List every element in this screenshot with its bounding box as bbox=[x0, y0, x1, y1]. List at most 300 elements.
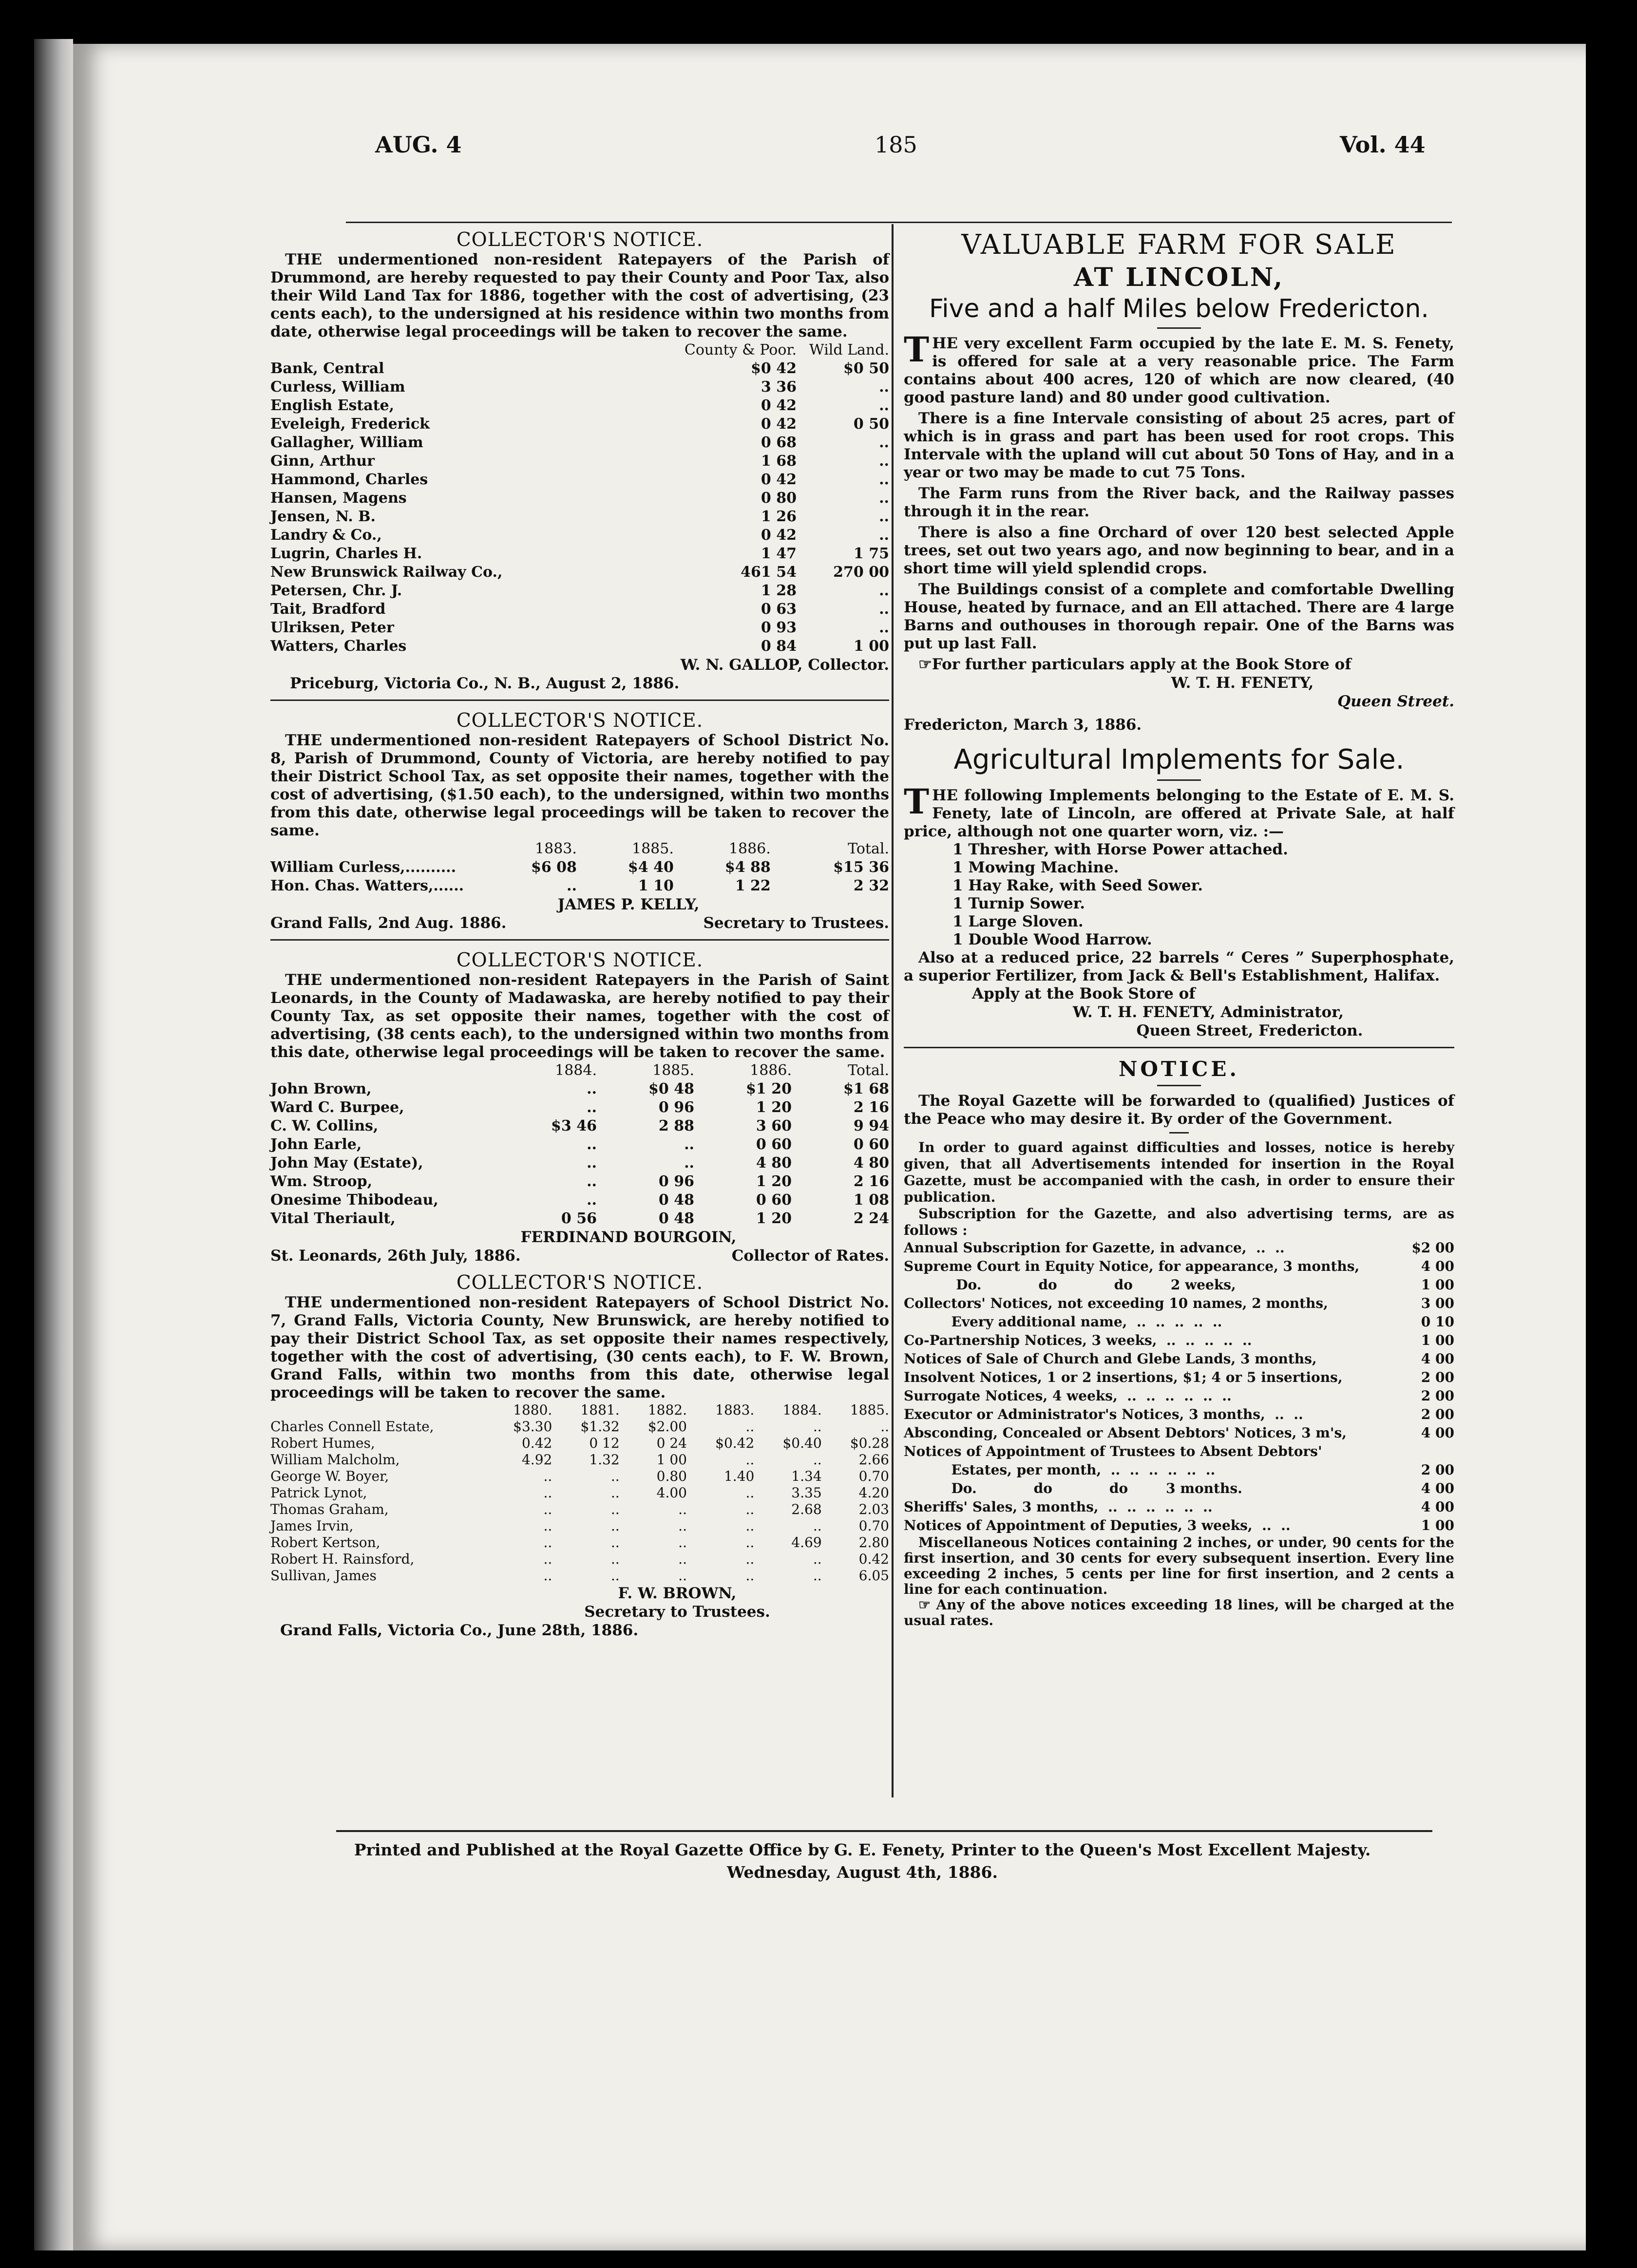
table-row bbox=[270, 397, 889, 415]
ad-paragraph: THE following Implements belonging to the Estate of E. M. S. Fenety, late of Lincoln, are offered at Private Sale, at half price, although not one quarter worn, viz. :— bbox=[904, 781, 1454, 840]
divider bbox=[270, 939, 889, 941]
ratepayer-name: Vital Theriault, bbox=[270, 1210, 396, 1227]
signatory-role: Secretary to Trustees. bbox=[703, 914, 889, 932]
tax-amount: 3.35 bbox=[791, 1485, 822, 1501]
table-row bbox=[270, 545, 889, 563]
table-row bbox=[270, 1210, 889, 1228]
header-spacer bbox=[270, 1061, 499, 1080]
wild-land-tax: .. bbox=[879, 508, 889, 525]
ad-contact-name: W. T. H. FENETY, Administrator, bbox=[1072, 1003, 1344, 1021]
county-poor-tax: 0 80 bbox=[761, 490, 797, 507]
county-poor-tax: 0 68 bbox=[761, 434, 797, 451]
tax-amount: 1 10 bbox=[638, 877, 674, 894]
table-row bbox=[270, 1452, 889, 1468]
rate-label: Do. do do 3 months. bbox=[904, 1480, 1242, 1496]
ratepayer-name: Patrick Lynot, bbox=[270, 1485, 367, 1501]
ratepayer-name: New Brunswick Railway Co., bbox=[270, 564, 503, 581]
tax-amount: 1 22 bbox=[735, 877, 771, 894]
notice-title: COLLECTOR'S NOTICE. bbox=[456, 710, 704, 732]
rate-label: Estates, per month, .. .. .. .. .. .. bbox=[904, 1462, 1216, 1478]
tax-amount: .. bbox=[543, 1468, 552, 1484]
table-header-row bbox=[270, 840, 889, 858]
secretary-signature: F. W. BROWN, bbox=[618, 1585, 737, 1602]
wild-land-tax: 0 50 bbox=[853, 416, 889, 433]
footer-rule bbox=[336, 1830, 1432, 1832]
tax-amount: .. bbox=[543, 1534, 552, 1550]
tax-amount: .. bbox=[610, 1551, 620, 1567]
table-row bbox=[270, 1154, 889, 1172]
rate-row bbox=[904, 1498, 1454, 1516]
tax-amount: .. bbox=[745, 1418, 755, 1435]
tax-amount: $1 68 bbox=[843, 1080, 889, 1097]
tax-amount: 0 60 bbox=[756, 1191, 792, 1209]
rate-label: Supreme Court in Equity Notice, for appearance, 3 months, bbox=[904, 1258, 1360, 1274]
county-poor-tax: 0 63 bbox=[761, 601, 797, 618]
rate-label: Co-Partnership Notices, 3 weeks, .. .. .. .. .. bbox=[904, 1332, 1252, 1348]
tax-amount: 0 60 bbox=[853, 1136, 889, 1153]
secretary-signature: JAMES P. KELLY, bbox=[557, 896, 700, 913]
tax-amount: .. bbox=[684, 1136, 694, 1153]
rate-price: 1 00 bbox=[1421, 1277, 1454, 1293]
ratepayer-name: C. W. Collins, bbox=[270, 1117, 379, 1134]
ad-dateline: Fredericton, March 3, 1886. bbox=[904, 716, 1142, 734]
notice-dateline: Grand Falls, Victoria Co., June 28th, 1886. bbox=[280, 1622, 639, 1639]
tax-amount: 0.42 bbox=[858, 1551, 889, 1567]
wild-land-tax: .. bbox=[879, 619, 889, 636]
ratepayer-name: Sullivan, James bbox=[270, 1568, 377, 1584]
rate-label: Collectors' Notices, not exceeding 10 names, 2 months, bbox=[904, 1295, 1328, 1311]
rate-price: 1 00 bbox=[1421, 1332, 1454, 1348]
tax-amount: 2 16 bbox=[853, 1099, 889, 1116]
ratepayer-name: Onesime Thibodeau, bbox=[270, 1191, 438, 1209]
ratepayer-name: Bank, Central bbox=[270, 360, 384, 377]
ratepayer-name: William Curless,.......... bbox=[270, 859, 457, 876]
tax-amount: .. bbox=[745, 1534, 755, 1550]
implement-item: 1 Double Wood Harrow. bbox=[952, 931, 1152, 948]
tax-amount: 9 94 bbox=[853, 1117, 889, 1134]
notice-title: COLLECTOR'S NOTICE. bbox=[456, 1272, 704, 1294]
tax-amount: 0.80 bbox=[656, 1468, 687, 1484]
rate-label: Notices of Appointment of Deputies, 3 weeks, .. .. bbox=[904, 1517, 1291, 1533]
county-poor-tax: 1 47 bbox=[761, 545, 797, 562]
year-header: 1883. bbox=[715, 1402, 755, 1418]
tax-amount: .. bbox=[813, 1418, 822, 1435]
tax-amount: .. bbox=[678, 1568, 687, 1584]
signatory-role: Secretary to Trustees. bbox=[584, 1603, 770, 1621]
ratepayers-table bbox=[270, 840, 889, 895]
county-poor-tax: 0 93 bbox=[761, 619, 797, 636]
wild-land-tax: .. bbox=[879, 601, 889, 618]
tax-amount: .. bbox=[587, 1080, 597, 1097]
table-row bbox=[270, 359, 889, 378]
ratepayer-name: Eveleigh, Frederick bbox=[270, 416, 430, 433]
tax-amount: 2 88 bbox=[658, 1117, 694, 1134]
ratepayer-name: Charles Connell Estate, bbox=[270, 1418, 434, 1435]
short-divider bbox=[1157, 779, 1201, 781]
tax-amount: 2 24 bbox=[853, 1210, 889, 1227]
tax-amount: .. bbox=[610, 1534, 620, 1550]
table-row bbox=[270, 563, 889, 582]
rate-price: 2 00 bbox=[1421, 1406, 1454, 1422]
year-header: 1884. bbox=[555, 1062, 597, 1079]
rate-price: 4 00 bbox=[1421, 1258, 1454, 1274]
tax-amount: .. bbox=[678, 1534, 687, 1550]
notice-paragraph: ☞ Any of the above notices exceeding 18 lines, will be charged at the usual rates. bbox=[904, 1597, 1454, 1628]
ad-title: Agricultural Implements for Sale. bbox=[953, 744, 1405, 775]
tax-amount: .. bbox=[678, 1501, 687, 1517]
table-row bbox=[270, 434, 889, 452]
collector-signature: W. N. GALLOP, Collector. bbox=[680, 656, 889, 674]
tax-amount: .. bbox=[543, 1568, 552, 1584]
header-spacer bbox=[270, 1402, 485, 1418]
ad-location: AT LINCOLN, bbox=[1073, 263, 1285, 292]
ratepayer-name: Ward C. Burpee, bbox=[270, 1099, 404, 1116]
rate-row bbox=[904, 1479, 1454, 1498]
advertising-rates-table bbox=[904, 1239, 1454, 1535]
tax-amount: 1 00 bbox=[656, 1452, 687, 1468]
tax-amount: $0.42 bbox=[715, 1435, 755, 1451]
year-header: Total. bbox=[848, 840, 889, 857]
year-header: 1885. bbox=[652, 1062, 694, 1079]
tax-amount: 4.69 bbox=[791, 1534, 822, 1550]
table-row bbox=[270, 1468, 889, 1485]
tax-amount: 1.34 bbox=[791, 1468, 822, 1484]
divider bbox=[904, 1047, 1454, 1048]
table-row bbox=[270, 526, 889, 545]
tax-amount: .. bbox=[684, 1154, 694, 1172]
tax-amount: 4 80 bbox=[756, 1154, 792, 1172]
ad-contact-street: Queen Street. bbox=[1337, 693, 1454, 710]
wild-land-tax: .. bbox=[879, 582, 889, 599]
rate-row bbox=[904, 1442, 1454, 1461]
ratepayer-name: Robert Kertson, bbox=[270, 1534, 381, 1550]
county-poor-tax: 1 68 bbox=[761, 453, 797, 470]
ratepayer-name: Gallagher, William bbox=[270, 434, 423, 451]
wild-land-tax: .. bbox=[879, 397, 889, 414]
table-row bbox=[270, 1501, 889, 1518]
ad-paragraph: There is a fine Intervale consisting of about 25 acres, part of which is in grass and part has been used for root crops. This Intervale with the upland will cut about 50 Tons of Hay, and in a year or two may be made to cut 75 Tons. bbox=[904, 410, 1454, 481]
gazette-notice bbox=[904, 1057, 1454, 1628]
notice-paragraph: The Royal Gazette will be forwarded to (qualified) Justices of the Peace who may desire it. By order of the Government. bbox=[904, 1092, 1454, 1128]
table-row bbox=[270, 415, 889, 434]
ratepayer-name: John Earle, bbox=[270, 1136, 362, 1153]
table-header-row bbox=[270, 1402, 889, 1418]
notice-body: THE undermentioned non-resident Ratepayers of School District No. 7, Grand Falls, Victoria County, New Brunswick, are hereby notified to pay their District School Tax, as set opposite their names respectively, together with the cost of advertising, (30 cents each), to F. W. Brown, Grand Falls, within two months from this date, otherwise legal proceedings will be taken to recover the same. bbox=[270, 1294, 889, 1401]
wild-land-tax: .. bbox=[879, 527, 889, 544]
collector-notice-school-district-7 bbox=[270, 1272, 889, 1640]
ratepayer-name: Lugrin, Charles H. bbox=[270, 545, 422, 562]
ad-paragraph: THE very excellent Farm occupied by the late E. M. S. Fenety, is offered for sale at a very reasonable price. The Farm contains about 400 acres, 120 of which are now cleared, (40 good pasture land) and 80 under good cultivation. bbox=[904, 329, 1454, 406]
ratepayer-name: Hon. Chas. Watters,...... bbox=[270, 877, 464, 894]
tax-amount: $0.28 bbox=[850, 1435, 889, 1451]
rate-row bbox=[904, 1313, 1454, 1331]
rate-label: Do. do do 2 weeks, bbox=[904, 1277, 1236, 1293]
tax-amount: .. bbox=[678, 1518, 687, 1534]
farm-for-sale-ad bbox=[904, 229, 1454, 734]
ratepayer-name: Curless, William bbox=[270, 378, 405, 396]
rate-price: 1 00 bbox=[1421, 1517, 1454, 1533]
tax-amount: 1 20 bbox=[756, 1099, 792, 1116]
tax-amount: .. bbox=[587, 1173, 597, 1190]
tax-amount: 2 16 bbox=[853, 1173, 889, 1190]
ratepayer-name: John May (Estate), bbox=[270, 1154, 423, 1172]
tax-amount: 0 96 bbox=[658, 1173, 694, 1190]
rate-label: Surrogate Notices, 4 weeks, .. .. .. .. .. .. bbox=[904, 1388, 1232, 1404]
county-poor-tax: 0 42 bbox=[761, 416, 797, 433]
tax-amount: $4 88 bbox=[724, 859, 771, 876]
tax-amount: .. bbox=[813, 1518, 822, 1534]
rate-label: Notices of Appointment of Trustees to Absent Debtors' bbox=[904, 1443, 1322, 1459]
tax-amount: 0.70 bbox=[858, 1518, 889, 1534]
imprint-footer bbox=[270, 1839, 1454, 1884]
rate-label: Annual Subscription for Gazette, in advance, .. .. bbox=[904, 1240, 1285, 1256]
rate-label: Absconding, Concealed or Absent Debtors' Notices, 3 m's, bbox=[904, 1425, 1347, 1441]
header-page-number: 185 bbox=[875, 132, 917, 158]
rate-row bbox=[904, 1387, 1454, 1405]
implements-list bbox=[904, 841, 1454, 949]
tax-amount: 4.00 bbox=[656, 1485, 687, 1501]
tax-amount: .. bbox=[567, 877, 577, 894]
tax-amount: 2 32 bbox=[853, 877, 889, 894]
year-header: 1886. bbox=[750, 1062, 792, 1079]
ratepayer-name: Thomas Graham, bbox=[270, 1501, 389, 1517]
tax-amount: .. bbox=[587, 1136, 597, 1153]
rate-price: 0 10 bbox=[1421, 1314, 1454, 1330]
tax-amount: .. bbox=[813, 1452, 822, 1468]
table-row bbox=[270, 1534, 889, 1551]
tax-amount: 0 24 bbox=[656, 1435, 687, 1451]
tax-amount: .. bbox=[587, 1154, 597, 1172]
ratepayer-name: William Malcholm, bbox=[270, 1452, 400, 1468]
wild-land-tax: 270 00 bbox=[833, 564, 889, 581]
table-row bbox=[270, 471, 889, 489]
notice-body: THE undermentioned non-resident Ratepayers of the Parish of Drummond, are hereby requested to pay their County and Poor Tax, also their Wild Land Tax for 1886, together with the cost of advertising, (23 cents each), to the undersigned at his residence within two months from date, otherwise legal proceedings will be taken to recover the same. bbox=[270, 251, 889, 340]
col-header: County & Poor. bbox=[684, 341, 797, 359]
rate-row bbox=[904, 1461, 1454, 1479]
ad-title: VALUABLE FARM FOR SALE bbox=[961, 229, 1397, 261]
tax-amount: $2.00 bbox=[647, 1418, 687, 1435]
tax-amount: 0.42 bbox=[521, 1435, 552, 1451]
tax-amount: 0 96 bbox=[658, 1099, 694, 1116]
county-poor-tax: 1 26 bbox=[761, 508, 797, 525]
header-volume: Vol. 44 bbox=[1340, 132, 1426, 158]
table-row bbox=[270, 1568, 889, 1584]
ratepayer-name: Watters, Charles bbox=[270, 638, 407, 655]
tax-amount: 0 48 bbox=[658, 1191, 694, 1209]
table-row bbox=[270, 1172, 889, 1191]
tax-amount: 0 56 bbox=[561, 1210, 597, 1227]
column-divider bbox=[892, 224, 894, 1797]
table-row bbox=[270, 582, 889, 600]
implement-item: 1 Turnip Sower. bbox=[952, 895, 1085, 912]
tax-amount: .. bbox=[745, 1452, 755, 1468]
wild-land-tax: .. bbox=[879, 378, 889, 396]
tax-amount: .. bbox=[813, 1568, 822, 1584]
table-row bbox=[270, 637, 889, 656]
tax-amount: 0 60 bbox=[756, 1136, 792, 1153]
table-row bbox=[270, 877, 889, 895]
year-header: 1886. bbox=[728, 840, 771, 857]
table-row bbox=[270, 452, 889, 471]
collector-signature: FERDINAND BOURGOIN, bbox=[520, 1228, 737, 1246]
year-header: 1885. bbox=[631, 840, 674, 857]
tax-amount: .. bbox=[543, 1551, 552, 1567]
notice-paragraph: Subscription for the Gazette, and also advertising terms, are as follows : bbox=[904, 1206, 1454, 1238]
table-row bbox=[270, 1551, 889, 1568]
table-row bbox=[270, 619, 889, 637]
tax-amount: 1 20 bbox=[756, 1173, 792, 1190]
rate-price: 2 00 bbox=[1421, 1369, 1454, 1385]
collector-notice-school-district-8 bbox=[270, 710, 889, 941]
table-row bbox=[270, 1098, 889, 1117]
ratepayer-name: Ginn, Arthur bbox=[270, 453, 375, 470]
tax-amount: .. bbox=[610, 1468, 620, 1484]
table-row bbox=[270, 858, 889, 877]
year-header: 1882. bbox=[647, 1402, 687, 1418]
tax-amount: 4 80 bbox=[853, 1154, 889, 1172]
right-column bbox=[904, 229, 1454, 1635]
ratepayer-name: Tait, Bradford bbox=[270, 601, 386, 618]
tax-amount: .. bbox=[610, 1568, 620, 1584]
divider bbox=[270, 699, 889, 701]
table-row bbox=[270, 1435, 889, 1452]
year-header: 1883. bbox=[535, 840, 577, 857]
header-rule bbox=[346, 222, 1452, 223]
tax-amount: 4.92 bbox=[521, 1452, 552, 1468]
tax-amount: 1.40 bbox=[723, 1468, 755, 1484]
table-row bbox=[270, 378, 889, 397]
ratepayer-name: Robert Humes, bbox=[270, 1435, 375, 1451]
ad-apply-line: ☞For further particulars apply at the Book Store of bbox=[918, 656, 1351, 673]
notice-dateline: St. Leonards, 26th July, 1886. bbox=[270, 1247, 521, 1265]
tax-amount: .. bbox=[745, 1501, 755, 1517]
wild-land-tax: .. bbox=[879, 453, 889, 470]
ratepayer-name: English Estate, bbox=[270, 397, 395, 414]
rate-price: 2 00 bbox=[1421, 1462, 1454, 1478]
collector-notice-drummond bbox=[270, 229, 889, 701]
tax-amount: .. bbox=[745, 1518, 755, 1534]
tax-amount: .. bbox=[813, 1551, 822, 1567]
short-divider bbox=[1157, 327, 1201, 329]
table-row bbox=[270, 508, 889, 526]
implement-item: 1 Hay Rake, with Seed Sower. bbox=[952, 877, 1203, 894]
header-date: AUG. 4 bbox=[375, 132, 462, 158]
ad-contact-street: Queen Street, Fredericton. bbox=[1136, 1022, 1363, 1040]
tax-amount: .. bbox=[745, 1485, 755, 1501]
tax-amount: .. bbox=[543, 1485, 552, 1501]
ratepayer-name: Robert H. Rainsford, bbox=[270, 1551, 415, 1567]
short-divider bbox=[1169, 1132, 1189, 1134]
tax-amount: 0.70 bbox=[858, 1468, 889, 1484]
tax-amount: .. bbox=[678, 1551, 687, 1567]
year-header: Total. bbox=[848, 1062, 889, 1079]
tax-amount: $3 46 bbox=[551, 1117, 597, 1134]
rate-label: Insolvent Notices, 1 or 2 insertions, $1; 4 or 5 insertions, bbox=[904, 1369, 1343, 1385]
rate-row bbox=[904, 1331, 1454, 1350]
wild-land-tax: .. bbox=[879, 490, 889, 507]
implement-item: 1 Mowing Machine. bbox=[952, 859, 1119, 876]
notice-paragraph: Miscellaneous Notices containing 2 inches, or under, 90 cents for the first insertion, and 30 cents for every subsequent insertion. Every line exceeding 2 inches, 5 cents per line for first insertion, and 2 cents a line for each continuation. bbox=[904, 1534, 1454, 1597]
rate-label: Executor or Administrator's Notices, 3 months, .. .. bbox=[904, 1406, 1303, 1422]
notice-title: COLLECTOR'S NOTICE. bbox=[456, 949, 704, 971]
table-row bbox=[270, 1080, 889, 1098]
wild-land-tax: 1 00 bbox=[853, 638, 889, 655]
ad-subtitle: Five and a half Miles below Fredericton. bbox=[929, 294, 1429, 323]
wild-land-tax: .. bbox=[879, 471, 889, 488]
rate-price: 4 00 bbox=[1421, 1499, 1454, 1515]
rate-label: Notices of Sale of Church and Glebe Lands, 3 months, bbox=[904, 1351, 1317, 1367]
page-edge bbox=[34, 39, 73, 2250]
rate-row bbox=[904, 1368, 1454, 1387]
table-row bbox=[270, 1518, 889, 1534]
table-header-row bbox=[270, 1061, 889, 1080]
tax-amount: $0 48 bbox=[648, 1080, 694, 1097]
rate-row bbox=[904, 1405, 1454, 1424]
collector-notice-saint-leonards bbox=[270, 949, 889, 1265]
ad-paragraph: There is also a fine Orchard of over 120 best selected Apple trees, set out two years ago, and now beginning to bear, and in a short time will yield splendid crops. bbox=[904, 524, 1454, 577]
tax-amount: 2.66 bbox=[858, 1452, 889, 1468]
ratepayer-name: Landry & Co., bbox=[270, 527, 382, 544]
table-row bbox=[270, 489, 889, 508]
tax-amount: .. bbox=[745, 1551, 755, 1567]
tax-amount: 0 48 bbox=[658, 1210, 694, 1227]
signatory-role: Collector of Rates. bbox=[731, 1247, 889, 1265]
rate-price: 2 00 bbox=[1421, 1388, 1454, 1404]
ratepayer-name: John Brown, bbox=[270, 1080, 372, 1097]
county-poor-tax: 3 36 bbox=[761, 378, 797, 396]
tax-amount: 3 60 bbox=[756, 1117, 792, 1134]
rate-price: 4 00 bbox=[1421, 1425, 1454, 1441]
year-header: 1884. bbox=[782, 1402, 822, 1418]
county-poor-tax: 0 42 bbox=[761, 471, 797, 488]
ad-paragraph: The Farm runs from the River back, and the Railway passes through it in the rear. bbox=[904, 485, 1454, 520]
ad-apply-line: Apply at the Book Store of bbox=[972, 985, 1196, 1002]
notice-title: COLLECTOR'S NOTICE. bbox=[456, 229, 704, 251]
tax-amount: .. bbox=[543, 1518, 552, 1534]
short-divider bbox=[1157, 1085, 1201, 1086]
tax-amount: .. bbox=[543, 1501, 552, 1517]
tax-amount: 2.80 bbox=[858, 1534, 889, 1550]
tax-amount: $4 40 bbox=[628, 859, 674, 876]
ratepayer-name: James Irvin, bbox=[270, 1518, 354, 1534]
tax-amount: .. bbox=[745, 1568, 755, 1584]
tax-amount: 1 20 bbox=[756, 1210, 792, 1227]
rate-row bbox=[904, 1294, 1454, 1313]
wild-land-tax: 1 75 bbox=[853, 545, 889, 562]
county-poor-tax: 1 28 bbox=[761, 582, 797, 599]
tax-amount: 0 12 bbox=[589, 1435, 620, 1451]
tax-amount: .. bbox=[610, 1518, 620, 1534]
notice-dateline: Priceburg, Victoria Co., N. B., August 2, 1886. bbox=[290, 675, 680, 692]
notice-body: THE undermentioned non-resident Ratepayers of School District No. 8, Parish of Drummond, County of Victoria, are hereby notified to pay their District School Tax, as set opposite their names, together with the cost of advertising, ($1.50 each), to the undersigned, within two months from this date, otherwise legal proceedings will be taken to recover the same. bbox=[270, 732, 889, 839]
tax-amount: .. bbox=[610, 1501, 620, 1517]
ratepayer-name: Ulriksen, Peter bbox=[270, 619, 394, 636]
left-column bbox=[270, 229, 889, 1646]
tax-amount: 1 08 bbox=[853, 1191, 889, 1209]
tax-amount: 2.68 bbox=[791, 1501, 822, 1517]
rate-row bbox=[904, 1276, 1454, 1294]
tax-amount: $0.40 bbox=[782, 1435, 822, 1451]
county-poor-tax: 0 42 bbox=[761, 527, 797, 544]
ratepayer-name: Petersen, Chr. J. bbox=[270, 582, 402, 599]
rate-row bbox=[904, 1257, 1454, 1276]
tax-amount: $1.32 bbox=[580, 1418, 620, 1435]
ad-paragraph: The Buildings consist of a complete and comfortable Dwelling House, heated by furnace, and an Ell attached. There are 4 large Barns and outhouses in thorough repair. One of the Barns was put up last Fall. bbox=[904, 581, 1454, 652]
ratepayers-table bbox=[270, 1061, 889, 1228]
county-poor-tax: 461 54 bbox=[741, 564, 797, 581]
rate-price: 4 00 bbox=[1421, 1480, 1454, 1496]
col-header: Wild Land. bbox=[809, 341, 889, 359]
